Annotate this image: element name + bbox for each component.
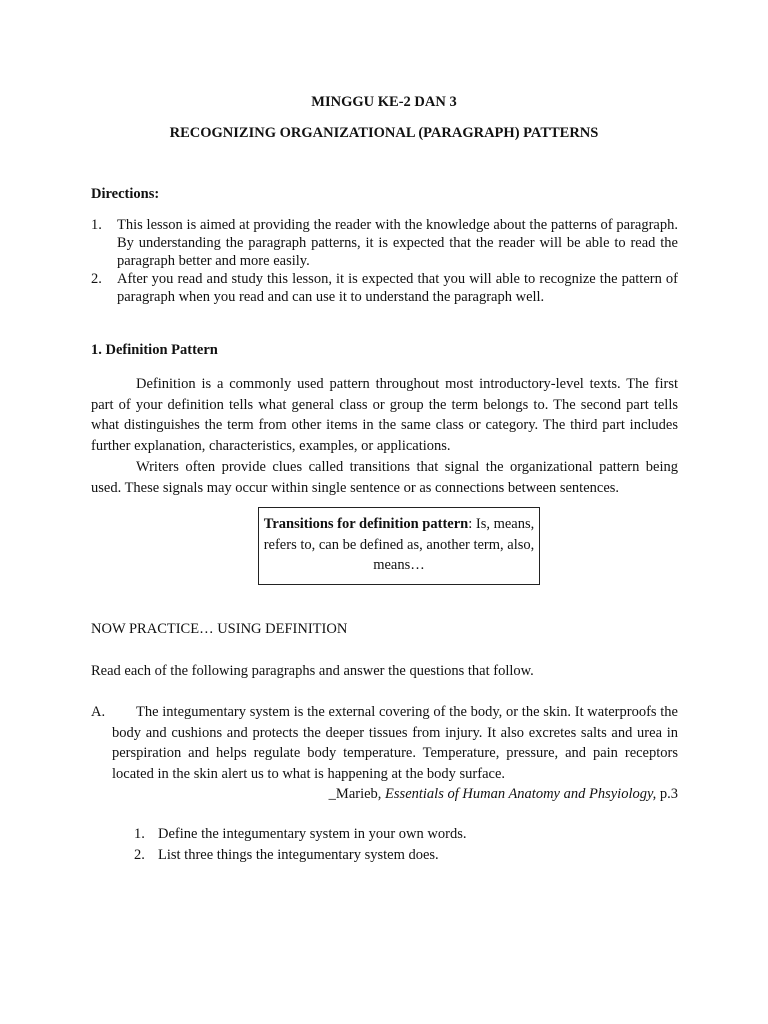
transitions-box-text: : Is, means, refers to, can be defined as, another term, also, means…: [263, 516, 535, 573]
question-text: Define the integumentary system in your own words.: [158, 826, 467, 842]
question-item: [134, 845, 674, 866]
directions-item: [91, 270, 678, 306]
citation: [329, 784, 678, 804]
body-paragraph: Definition is a commonly used pattern throughout most introductory-level texts. The first part of your definition tells what general class or group the term belongs to. The second part tells what distinguishes the term from other items in the same class or category. The third part includes further explanation, characteristics, examples, or applications.: [91, 376, 678, 455]
transitions-box-label: Transitions for definition pattern: [263, 516, 469, 532]
directions-item-text: This lesson is aimed at providing the reader with the knowledge about the patterns of paragraph. By understanding the paragraph patterns, it is expected that the reader will be able to read the paragraph better and more easily.: [117, 217, 678, 269]
practice-heading: NOW PRACTICE… USING DEFINITION: [91, 621, 348, 637]
section-heading-definition: 1. Definition Pattern: [91, 342, 218, 358]
directions-item-text: After you read and study this lesson, it is expected that you will able to recognize the pattern of paragraph when you read and can use it to understand the paragraph well.: [117, 271, 678, 305]
exercise-item-letter: A.: [91, 704, 106, 720]
question-number: 1.: [134, 826, 145, 842]
directions-label: Directions:: [91, 186, 160, 202]
exercise-item-text: The integumentary system is the external covering of the body, or the skin. It waterproofs the body and cushions and protects the deeper tissues from injury. It also excretes salts and urea in perspiration and helps regulate body temperature. Temperature, pressure, and pain receptors located in the skin alert us to what is happening at the body surface.: [112, 704, 678, 782]
transitions-box: [258, 507, 540, 585]
week-title: MINGGU KE-2 DAN 3: [311, 94, 457, 110]
directions-item-number: 1.: [91, 217, 102, 233]
directions-item: [91, 216, 678, 270]
exercise-item-a: [91, 702, 678, 784]
directions-list: [91, 216, 678, 306]
question-list: [134, 824, 674, 866]
citation-author: _Marieb,: [328, 786, 386, 802]
definition-body: [91, 374, 678, 498]
directions-item-number: 2.: [91, 271, 102, 287]
citation-title: Essentials of Human Anatomy and Phsyiology,: [385, 786, 657, 802]
lesson-title: RECOGNIZING ORGANIZATIONAL (PARAGRAPH) PATTERNS: [169, 125, 599, 141]
citation-page: p.3: [656, 786, 678, 802]
question-number: 2.: [134, 847, 145, 863]
body-paragraph: Writers often provide clues called transitions that signal the organizational pattern being used. These signals may occur within single sentence or as connections between sentences.: [91, 458, 678, 496]
question-text: List three things the integumentary system does.: [158, 847, 439, 863]
question-item: [134, 824, 674, 845]
practice-instruction: Read each of the following paragraphs and answer the questions that follow.: [91, 663, 534, 679]
